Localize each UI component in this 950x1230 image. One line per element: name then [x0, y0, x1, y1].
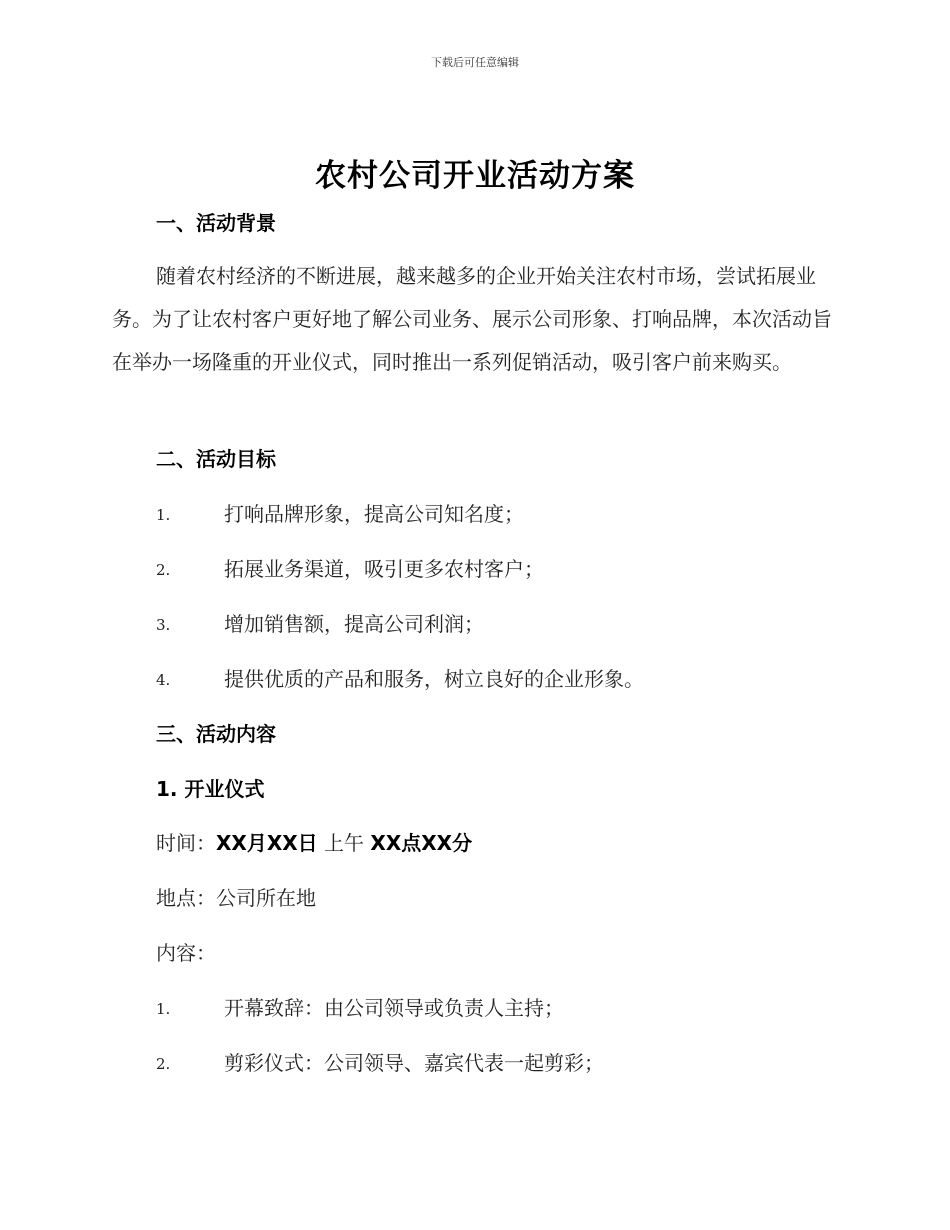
section-heading-content: 三、活动内容	[156, 722, 276, 746]
content-list-item	[156, 1047, 604, 1076]
content-label: 内容：	[156, 941, 216, 965]
time-date: XX月XX日	[216, 831, 318, 855]
list-text: 剪彩仪式：公司领导、嘉宾代表一起剪彩；	[224, 1051, 604, 1075]
list-number: 2.	[156, 1055, 171, 1073]
time-clock: XX点XX分	[370, 831, 473, 855]
section-heading-background: 一、活动背景	[156, 211, 276, 235]
list-number: 1.	[156, 1000, 171, 1018]
subheading-opening-ceremony: 1. 开业仪式	[156, 777, 265, 801]
list-text: 拓展业务渠道，吸引更多农村客户；	[224, 557, 544, 581]
list-text: 打响品牌形象，提高公司知名度；	[224, 502, 524, 526]
list-text: 提供优质的产品和服务，树立良好的企业形象。	[224, 667, 644, 691]
place-label: 地点：	[156, 886, 216, 910]
list-text: 开幕致辞：由公司领导或负责人主持；	[224, 996, 564, 1020]
time-period: 上午	[317, 831, 371, 855]
goal-list-item	[156, 498, 524, 527]
time-line	[156, 827, 472, 856]
list-number: 1.	[156, 506, 171, 524]
list-number: 2.	[156, 561, 171, 579]
document-title: 农村公司开业活动方案	[315, 158, 635, 194]
content-list-item	[156, 992, 564, 1021]
section-heading-goals: 二、活动目标	[156, 447, 276, 471]
goal-list-item	[156, 608, 484, 637]
background-paragraph: 随着农村经济的不断进展，越来越多的企业开始关注农村市场，尝试拓展业务。为了让农村客户更好地了解公司业务、展示公司形象、打响品牌，本次活动旨在举办一场隆重的开业仪式，同时推出一系列促销活动，吸引客户前来购买。	[112, 264, 832, 374]
header-note: 下载后可任意编辑	[431, 56, 519, 69]
goal-list-item	[156, 553, 544, 582]
time-label: 时间：	[156, 831, 216, 855]
place-value: 公司所在地	[216, 886, 316, 910]
place-line	[156, 882, 316, 911]
list-number: 3.	[156, 616, 171, 634]
goal-list-item	[156, 663, 644, 692]
list-text: 增加销售额，提高公司利润；	[224, 612, 484, 636]
list-number: 4.	[156, 671, 171, 689]
